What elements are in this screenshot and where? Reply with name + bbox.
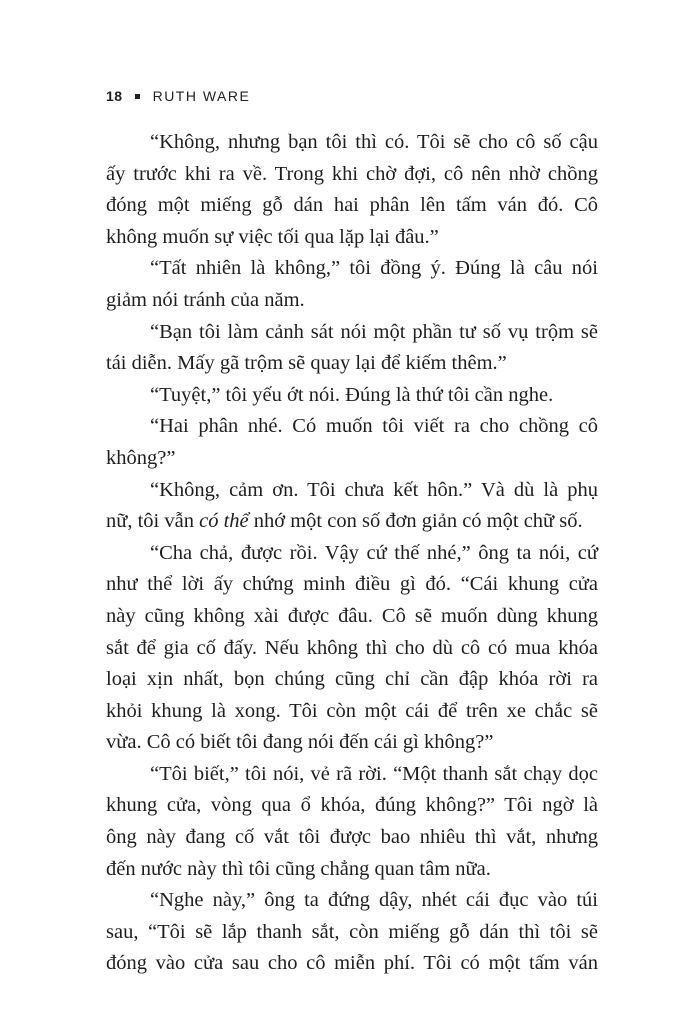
text-run: nữ, tôi vẫn xyxy=(106,510,200,533)
text-line: loại xịn nhất, bọn chúng cũng chỉ cần đập khóa rời ra xyxy=(106,668,598,691)
text-line: “Tuyệt,” tôi yếu ớt nói. Đúng là thứ tôi cần nghe. xyxy=(150,383,554,406)
running-header-author: RUTH WARE xyxy=(152,88,251,104)
text-line: “Tôi biết,” tôi nói, vẻ rã rời. “Một thanh sắt chạy dọc xyxy=(150,762,598,785)
text-line: như thể lời ấy chứng minh điều gì đó. “Cái khung cửa xyxy=(106,573,598,596)
text-line: “Cha chả, được rồi. Vậy cứ thế nhé,” ông ta nói, cứ xyxy=(150,541,598,564)
text-line: “Bạn tôi làm cảnh sát nói một phần tư số vụ trộm sẽ xyxy=(150,320,598,343)
text-line: “Không, nhưng bạn tôi thì có. Tôi sẽ cho cô số cậu xyxy=(150,131,598,153)
text-line: không muốn sự việc tối qua lặp lại đâu.” xyxy=(106,225,439,248)
text-line: đóng vào cửa sau cho cô miễn phí. Tôi có một tấm ván xyxy=(106,952,598,975)
text-line: tái diễn. Mấy gã trộm sẽ quay lại để kiếm thêm.” xyxy=(106,352,507,375)
text-line: khỏi khung là xong. Tôi còn một cái để trên xe chắc sẽ xyxy=(106,699,598,722)
running-header xyxy=(106,84,250,108)
page-number: 18 xyxy=(106,88,123,104)
text-line: ông này đang cố vắt tôi được bao nhiêu thì vắt, nhưng xyxy=(106,826,598,849)
text-line: “Nghe này,” ông ta đứng dậy, nhét cái đục vào túi xyxy=(150,889,598,912)
text-run: nhớ một con số đơn giản có một chữ số. xyxy=(248,510,583,533)
italic-emphasis: có thể xyxy=(199,510,249,533)
text-line: đến nước này thì tôi cũng chẳng quan tâm nữa. xyxy=(106,857,491,880)
text-line: không?” xyxy=(106,446,176,469)
body-text xyxy=(106,127,598,980)
header-separator-square xyxy=(135,94,140,99)
text-line: vừa. Cô có biết tôi đang nói đến cái gì không?” xyxy=(106,731,494,754)
text-line: “Tất nhiên là không,” tôi đồng ý. Đúng là câu nói xyxy=(150,257,598,280)
text-line: sau, “Tôi sẽ lắp thanh sắt, còn miếng gỗ dán thì tôi sẽ xyxy=(106,920,598,943)
text-line: ấy trước khi ra về. Trong khi chờ đợi, cô nên nhờ chồng xyxy=(106,162,598,185)
text-line: này cũng không xài được đâu. Cô sẽ muốn dùng khung xyxy=(106,604,598,627)
text-line: đóng một miếng gỗ dán hai phân lên tấm ván đó. Cô xyxy=(106,194,598,217)
text-line: khung cửa, vòng qua ổ khóa, đúng không?” Tôi ngờ là xyxy=(106,794,598,817)
text-line: giảm nói tránh của năm. xyxy=(106,288,305,311)
text-line: “Không, cảm ơn. Tôi chưa kết hôn.” Và dù là phụ xyxy=(150,478,598,501)
text-line-with-italic xyxy=(106,506,598,538)
text-line: “Hai phân nhé. Có muốn tôi viết ra cho chồng cô xyxy=(150,415,598,438)
text-line: sắt để gia cố đấy. Nếu không thì cho dù cô có mua khóa xyxy=(106,636,598,659)
